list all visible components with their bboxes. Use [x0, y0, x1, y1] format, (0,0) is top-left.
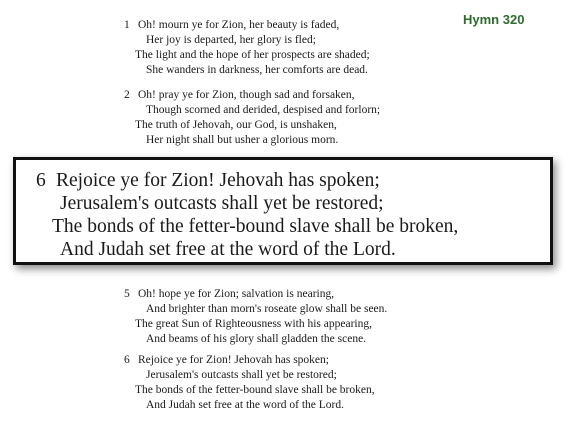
verse-line: The truth of Jehovah, our God, is unshaken, — [135, 119, 337, 131]
verse-line: The great Sun of Righteousness with his appearing, — [135, 318, 372, 330]
zoom-callout — [13, 157, 553, 265]
hymn-title: Hymn 320 — [463, 12, 525, 27]
verse-number: 6 — [36, 170, 46, 191]
verse-line: She wanders in darkness, her comforts are dead. — [146, 64, 368, 76]
verse-line: The bonds of the fetter-bound slave shall be broken, — [135, 384, 375, 396]
verse-line: Jerusalem's outcasts shall yet be restored; — [60, 193, 384, 214]
verse-line: Though scorned and derided, despised and forlorn; — [146, 104, 381, 116]
verse-line: Her joy is departed, her glory is fled; — [146, 34, 316, 46]
verse-line — [124, 287, 387, 302]
verse-line: Jerusalem's outcasts shall yet be restored; — [146, 369, 337, 381]
verse-line: The light and the hope of her prospects are shaded; — [135, 49, 370, 61]
verse-2 — [124, 88, 380, 148]
verse-line: Her night shall but usher a glorious morn. — [146, 134, 339, 146]
verse-line — [124, 353, 375, 368]
verse-number: 5 — [124, 288, 130, 300]
verse-line: And brighter than morn's roseate glow shall be seen. — [146, 303, 388, 315]
verse-1 — [124, 18, 370, 78]
verse-line — [124, 18, 370, 33]
verse-number: 6 — [124, 354, 130, 366]
verse-number: 2 — [124, 89, 130, 101]
verse-6 — [124, 353, 375, 413]
verse-line: And beams of his glory shall gladden the scene. — [146, 333, 367, 345]
verse-line: And Judah set free at the word of the Lord. — [60, 239, 396, 260]
verse-text: Rejoice ye for Zion! Jehovah has spoken; — [138, 354, 329, 366]
verse-line: And Judah set free at the word of the Lord. — [146, 399, 344, 411]
verse-line — [36, 169, 458, 192]
verse-text: Rejoice ye for Zion! Jehovah has spoken; — [56, 170, 380, 191]
verse-5 — [124, 287, 387, 347]
verse-text: Oh! mourn ye for Zion, her beauty is faded, — [138, 19, 340, 31]
verse-number: 1 — [124, 19, 130, 31]
verse-text: Oh! hope ye for Zion; salvation is nearing, — [138, 288, 335, 300]
zoom-verse — [36, 169, 458, 261]
verse-line: The bonds of the fetter-bound slave shall be broken, — [52, 216, 459, 237]
verse-text: Oh! pray ye for Zion, though sad and forsaken, — [138, 89, 355, 101]
verse-line — [124, 88, 380, 103]
